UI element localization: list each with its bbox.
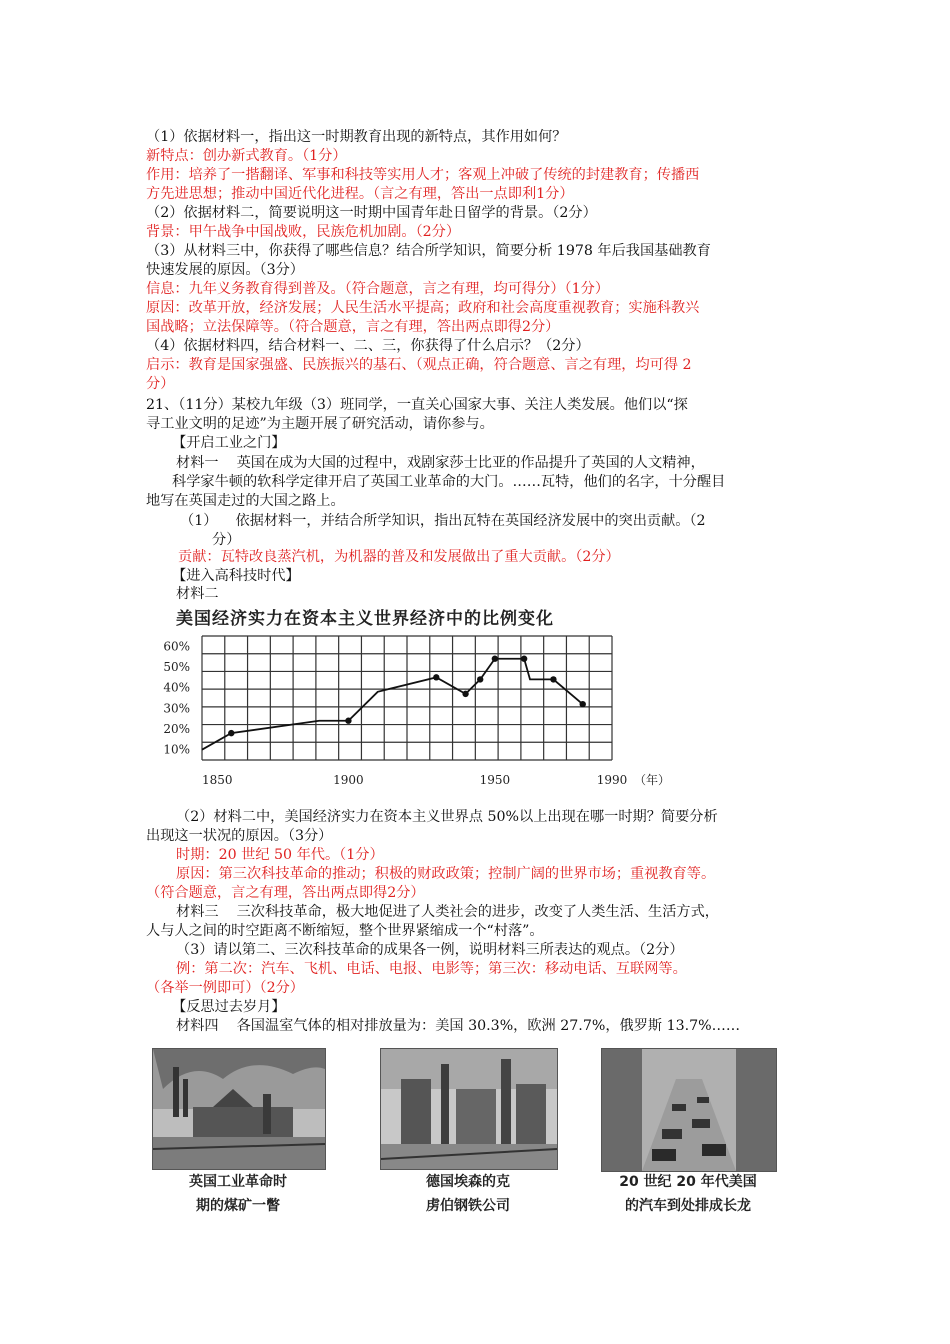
- subquestion-3-answer-2: （各举一例即可）（2分）: [146, 980, 304, 996]
- q4-question: （4）依据材料四，结合材料一、二、三，你获得了什么启示？（2分）: [146, 338, 590, 354]
- q1-question: （1）依据材料一，指出这一时期教育出现的新特点，其作用如何？: [146, 129, 567, 145]
- q4-answer-2: 分）: [146, 376, 175, 392]
- material-4: 材料四 各国温室气体的相对排放量为：美国 30.3%，欧洲 27.7%，俄罗斯 13.7%……: [176, 1018, 741, 1034]
- q3-answer-reason-2: 国战略；立法保障等。（符合题意，言之有理，答出两点即得2分）: [146, 319, 560, 335]
- data-point: [433, 674, 439, 680]
- subquestion-1-line-1: （1） 依据材料一，并结合所学知识，指出瓦特在英国经济发展中的突出贡献。（2: [180, 513, 706, 529]
- q2-question: （2）依据材料二，简要说明这一时期中国青年赴日留学的背景。（2分）: [146, 205, 597, 221]
- section-heading-3: 【反思过去岁月】: [172, 999, 286, 1015]
- data-point: [477, 676, 483, 682]
- economic-share-chart: [150, 626, 671, 801]
- subquestion-2-answer-period: 时期：20 世纪 50 年代。（1分）: [176, 847, 384, 863]
- y-tick-label: 10%: [163, 742, 190, 757]
- chart-title: 美国经济实力在资本主义世界经济中的比例变化: [176, 609, 554, 629]
- data-point: [345, 718, 351, 724]
- x-tick-label: 1950: [479, 773, 511, 787]
- material-3-line-2: 人与人之间的时空距离不断缩短，整个世界紧缩成一个“村落”。: [146, 923, 544, 939]
- steel-company-caption: 德国埃森的克 虏伯钢铁公司: [426, 1174, 510, 1214]
- subquestion-3: （3）请以第二、三次科技革命的成果各一例，说明材料三所表达的观点。（2分）: [176, 942, 684, 958]
- q3-question-2: 快速发展的原因。（3分）: [146, 262, 304, 278]
- subquestion-3-answer-1: 例：第二次：汽车、飞机、电话、电报、电影等；第三次：移动电话、互联网等。: [176, 961, 687, 977]
- q3-answer-reason-1: 原因：改革开放，经济发展；人民生活水平提高；政府和社会高度重视教育；实施科教兴: [146, 300, 700, 316]
- q1-answer-effect-1: 作用：培养了一揩翻译、军事和科技等实用人才；客观上冲破了传统的封建教育；传播西: [146, 167, 700, 183]
- q4-answer-1: 启示：教育是国家强盛、民族振兴的基石、（观点正确，符合题意、言之有理，均可得 2: [146, 357, 692, 373]
- section-heading-1: 【开启工业之门】: [172, 435, 286, 451]
- data-point: [550, 676, 556, 682]
- y-tick-label: 20%: [163, 722, 190, 736]
- data-point: [580, 701, 586, 707]
- data-point: [492, 656, 498, 662]
- material-2-label: 材料二: [176, 586, 219, 602]
- section-heading-2: 【进入高科技时代】: [172, 568, 300, 584]
- car-queue-caption: 20 世纪 20 年代美国 的汽车到处排成长龙: [619, 1174, 757, 1214]
- steel-company-photo: [380, 1048, 558, 1170]
- x-tick-label: 1900: [333, 773, 364, 787]
- q1-answer-feature: 新特点：创办新式教育。（1分）: [146, 148, 347, 164]
- material-3-line-1: 材料三 三次科技革命，极大地促进了人类社会的进步，改变了人类生活、生活方式，: [176, 904, 719, 920]
- y-tick-label: 40%: [163, 680, 190, 695]
- q1-answer-effect-2: 方先进思想；推动中国近代化进程。（言之有理，答出一点即利1分）: [146, 186, 574, 202]
- material-1-line-2: 科学家牛顿的软科学定律开启了英国工业革命的大门。……瓦特，他们的名字，十分醒目: [172, 474, 726, 490]
- x-tick-label: 1990: [596, 773, 628, 787]
- q21-intro-2: 寻工业文明的足迹”为主题开展了研究活动，请你参与。: [146, 416, 494, 432]
- subquestion-1-answer: 贡献：瓦特改良蒸汽机，为机器的普及和发展做出了重大贡献。（2分）: [178, 549, 620, 565]
- q3-question-1: （3）从材料三中，你获得了哪些信息？结合所学知识，简要分析 1978 年后我国基础教育: [146, 243, 711, 259]
- series-line: [202, 659, 583, 750]
- coal-mine-photo: [152, 1048, 326, 1170]
- car-queue-photo: [601, 1048, 777, 1172]
- subquestion-2-line-2: 出现这一状况的原因。（3分）: [146, 828, 333, 844]
- material-1-line-1: 材料一 英国在成为大国的过程中，戏剧家莎士比亚的作品提升了英国的人文精神，: [176, 455, 705, 471]
- material-1-line-3: 地写在英国走过的大国之路上。: [146, 493, 345, 509]
- x-axis-label: （年）: [634, 773, 671, 787]
- q21-intro-1: 21、（11分）某校九年级（3）班同学，一直关心国家大事、关注人类发展。他们以“探: [146, 397, 688, 413]
- y-tick-label: 50%: [163, 660, 190, 674]
- data-point: [462, 691, 468, 697]
- y-tick-label: 30%: [163, 701, 190, 716]
- subquestion-2-answer-reason-1: 原因：第三次科技革命的推动；积极的财政政策；控制广阔的世界市场；重视教育等。: [176, 866, 716, 882]
- subquestion-2-line-1: （2）材料二中，美国经济实力在资本主义世界点 50%以上出现在哪一时期？简要分析: [176, 809, 718, 825]
- q3-answer-info: 信息：九年义务教育得到普及。（符合题意，言之有理，均可得分）（1分）: [146, 281, 610, 297]
- x-tick-label: 1850: [202, 773, 233, 787]
- subquestion-1-line-2: 分）: [212, 532, 241, 548]
- subquestion-2-answer-reason-2: （符合题意，言之有理，答出两点即得2分）: [146, 885, 425, 901]
- y-tick-label: 60%: [163, 639, 190, 654]
- data-point: [521, 656, 527, 662]
- coal-mine-caption: 英国工业革命时 期的煤矿一瞥: [189, 1174, 287, 1214]
- q2-answer: 背景：甲午战争中国战败，民族危机加剧。（2分）: [146, 224, 461, 240]
- data-point: [228, 730, 234, 736]
